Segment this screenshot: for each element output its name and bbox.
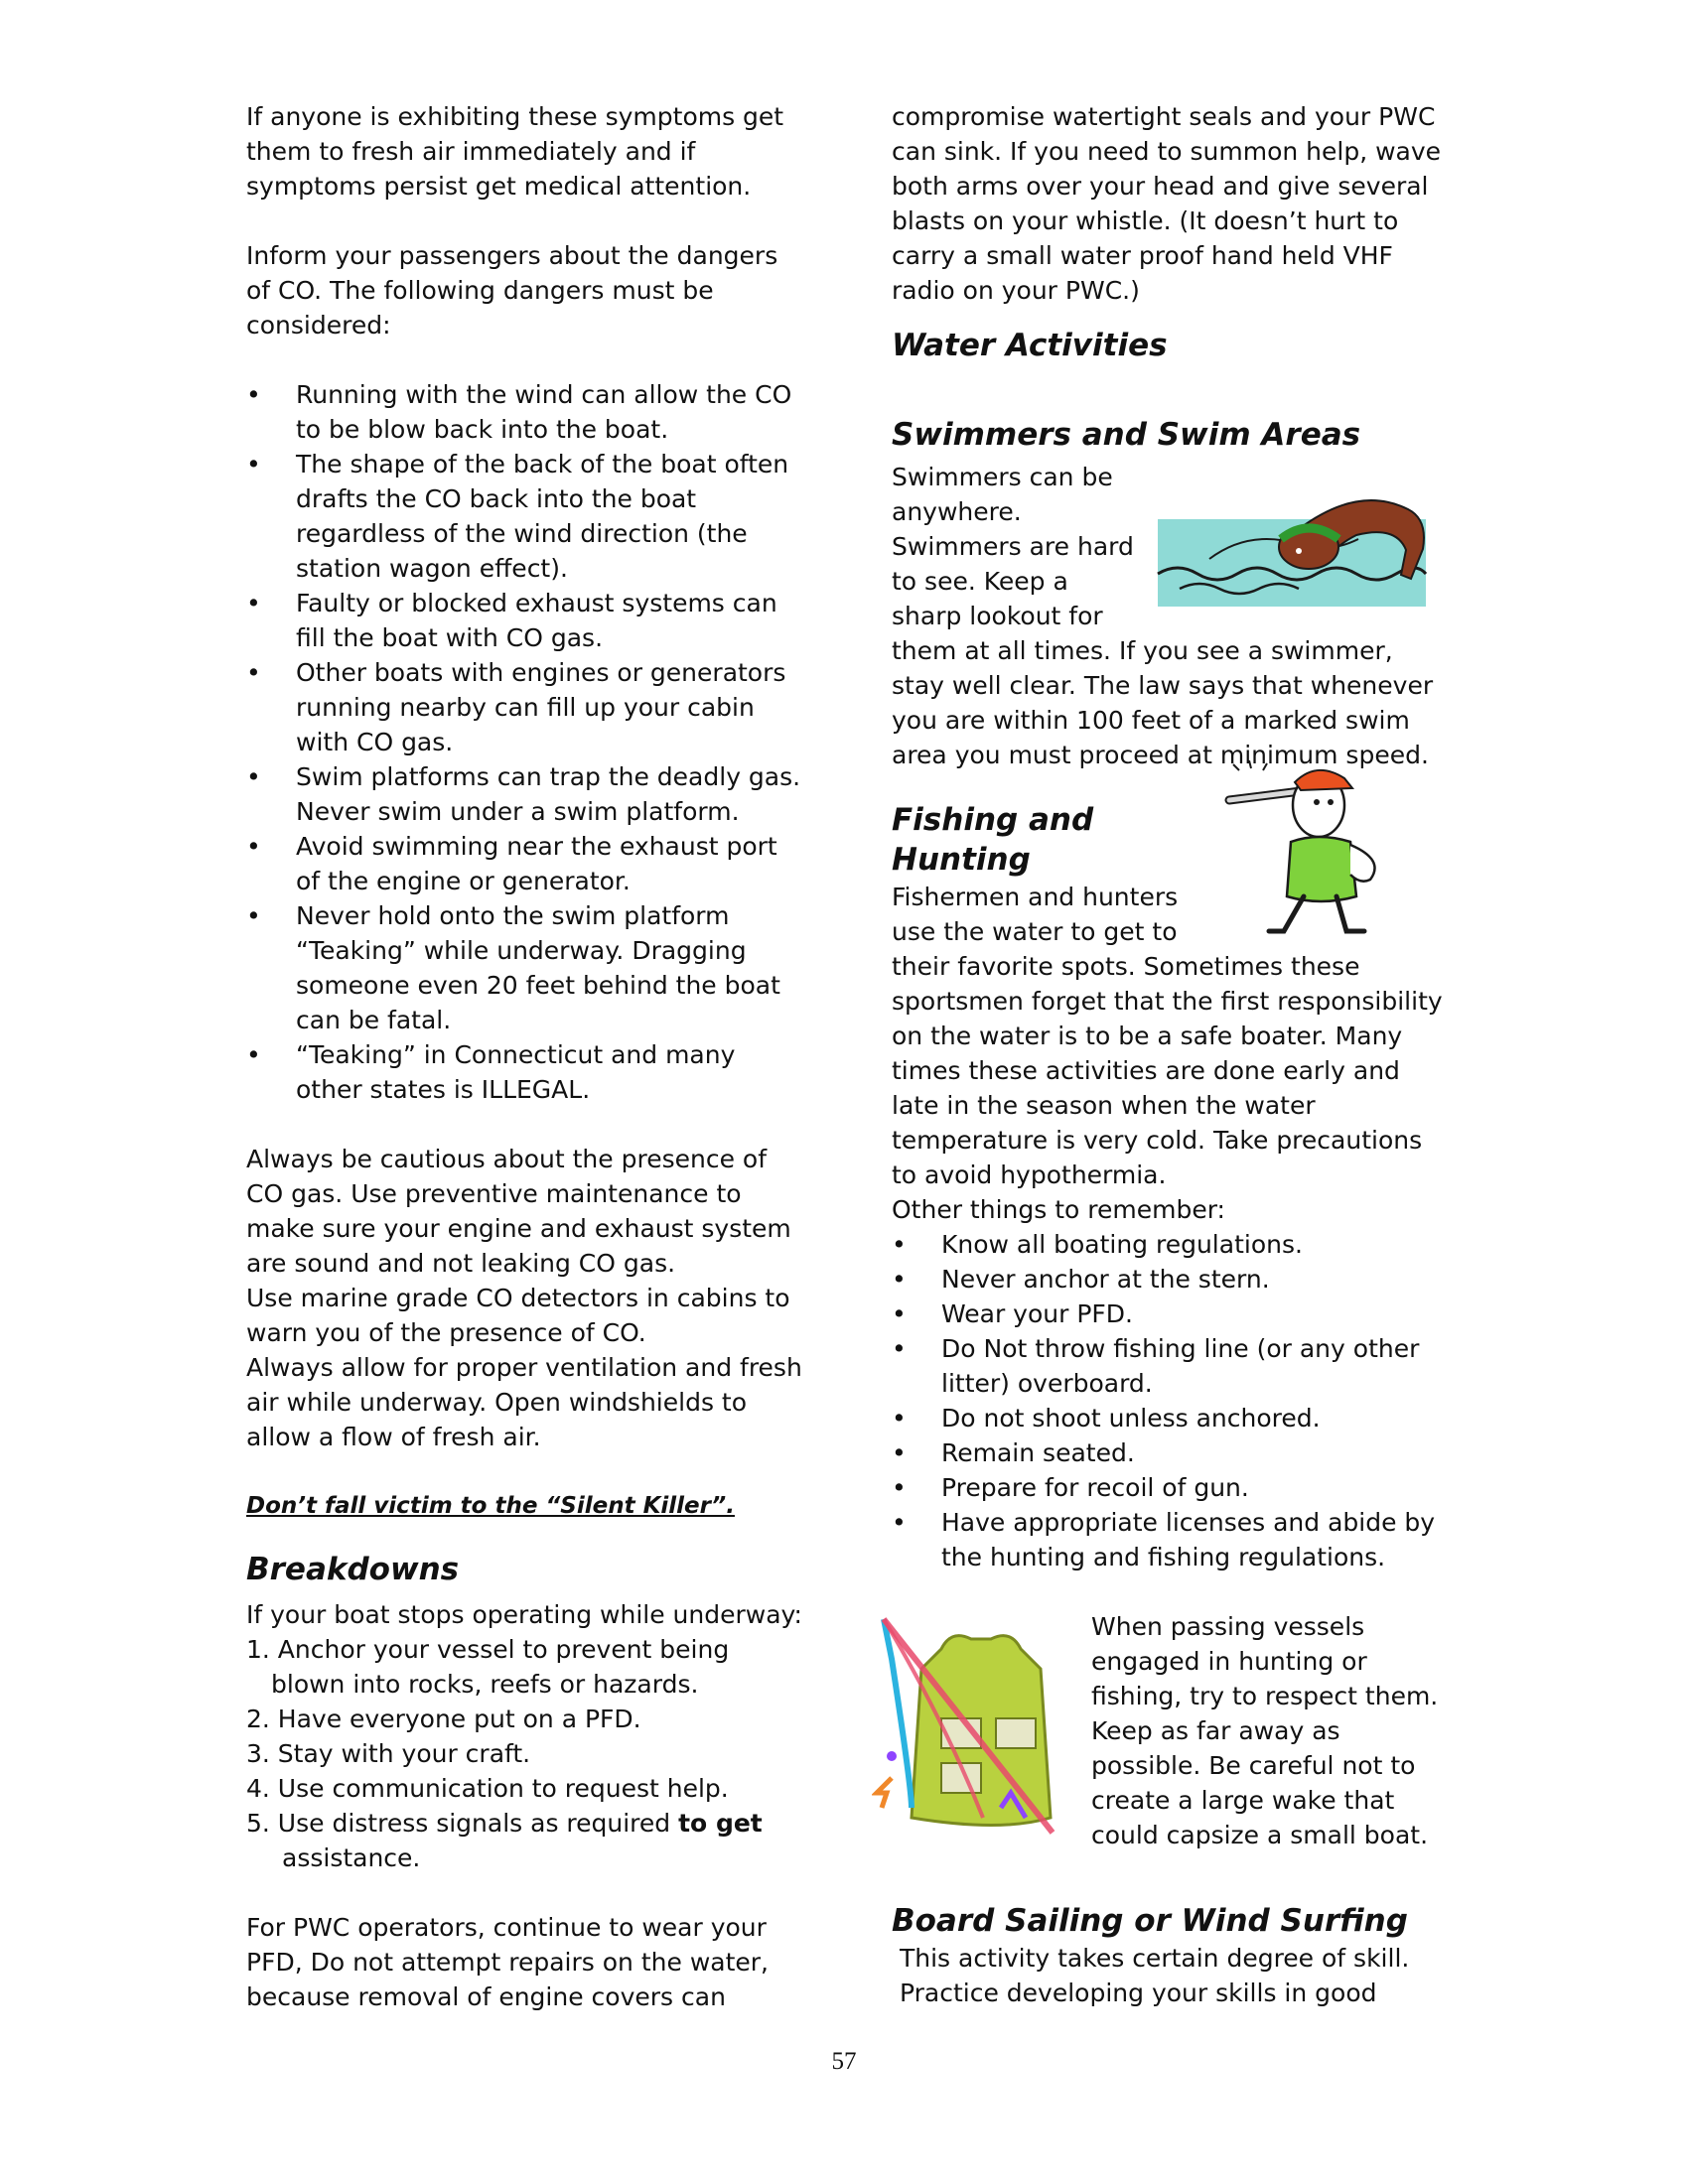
step-5-bold: to get bbox=[678, 1809, 763, 1838]
pwc-paragraph: For PWC operators, continue to wear your PFD, Do not attempt repairs on the water, because removal of engine covers can bbox=[246, 1913, 769, 2011]
list-item: • Have appropriate licenses and abide by the hunting and fishing regulations. bbox=[892, 1505, 1448, 1574]
list-item: • Wear your PFD. bbox=[892, 1297, 1448, 1331]
vest-fishing-rod-icon bbox=[872, 1609, 1080, 1847]
list-item: • Do Not throw fishing line (or any other litter) overboard. bbox=[892, 1331, 1448, 1401]
passing-paragraph: When passing vessels engaged in hunting or fishing, try to respect them. Keep as far away as possible. Be careful not to create a large wake that could capsize a small boat. bbox=[1091, 1612, 1439, 1849]
board-sailing-paragraph: This activity takes certain degree of skill. Practice developing your skills in good bbox=[900, 1944, 1410, 2007]
list-item: • Other boats with engines or generators running nearby can fill up your cabin with CO gas. bbox=[246, 655, 802, 759]
swimmers-section bbox=[892, 460, 1448, 772]
swimmers-heading: Swimmers and Swim Areas bbox=[892, 417, 1361, 453]
hunter-illustration bbox=[1209, 760, 1388, 949]
fishing-section bbox=[892, 800, 1448, 1192]
list-item: • Faulty or blocked exhaust systems can fill the boat with CO gas. bbox=[246, 586, 802, 655]
list-item: 3. Stay with your craft. bbox=[246, 1739, 531, 1768]
step-5: 5. Use distress signals as required to get bbox=[246, 1809, 763, 1838]
list-item: • Avoid swimming near the exhaust port of the engine or generator. bbox=[246, 829, 802, 898]
water-activities-heading: Water Activities bbox=[892, 328, 1168, 363]
right-column bbox=[892, 99, 1448, 2010]
passing-section bbox=[892, 1609, 1448, 1857]
list-item: • Swim platforms can trap the deadly gas. Never swim under a swim platform. bbox=[246, 759, 802, 829]
symptoms-paragraph: If anyone is exhibiting these symptoms get them to fresh air immediately and if symptoms persist get medical attention. bbox=[246, 102, 784, 201]
step-5-continuation: assistance. bbox=[282, 1843, 421, 1872]
list-item: • Know all boating regulations. bbox=[892, 1227, 1448, 1262]
fishing-heading: Fishing and Hunting bbox=[892, 802, 1094, 878]
page-number: 57 bbox=[831, 2048, 857, 2075]
remember-list bbox=[892, 1227, 1448, 1574]
list-item: • Running with the wind can allow the CO to be blow back into the boat. bbox=[246, 377, 802, 447]
vest-rod-illustration bbox=[872, 1609, 1085, 1857]
other-things-intro: Other things to remember: bbox=[892, 1195, 1225, 1224]
swimmer-illustration bbox=[1150, 489, 1448, 618]
hunter-icon bbox=[1209, 760, 1378, 944]
breakdown-steps-list bbox=[246, 1632, 802, 1806]
breakdowns-heading: Breakdowns bbox=[246, 1552, 460, 1587]
list-item: • Never anchor at the stern. bbox=[892, 1262, 1448, 1297]
breakdowns-intro: If your boat stops operating while underway: bbox=[246, 1600, 802, 1629]
pwc-continuation: compromise watertight seals and your PWC can sink. If you need to summon help, wave both arms over your head and give several blasts on your whistle. (It doesn’t hurt to carry a small water proof hand held VHF radio on your PWC.) bbox=[892, 102, 1442, 305]
list-item: • “Teaking” in Connecticut and many other states is ILLEGAL. bbox=[246, 1037, 802, 1107]
inform-paragraph: Inform your passengers about the dangers of CO. The following dangers must be considered: bbox=[246, 241, 778, 340]
list-item: • The shape of the back of the boat often drafts the CO back into the boat regardless of the wind direction (the station wagon effect). bbox=[246, 447, 802, 586]
silent-killer-warning: Don’t fall victim to the “Silent Killer”. bbox=[246, 1493, 735, 1519]
left-column bbox=[246, 99, 802, 2014]
list-item: 2. Have everyone put on a PFD. bbox=[246, 1705, 641, 1733]
list-item: 4. Use communication to request help. bbox=[246, 1774, 729, 1803]
list-item: • Do not shoot unless anchored. bbox=[892, 1401, 1448, 1435]
ventilation-paragraph: Always allow for proper ventilation and fresh air while underway. Open windshields to allow a flow of fresh air. bbox=[246, 1353, 802, 1451]
list-item: • Prepare for recoil of gun. bbox=[892, 1470, 1448, 1505]
co-dangers-list bbox=[246, 377, 802, 1107]
cautious-paragraph: Always be cautious about the presence of CO gas. Use preventive maintenance to make sure your engine and exhaust system are sound and not leaking CO gas. bbox=[246, 1145, 791, 1278]
swimmers-paragraph: Swimmers can be anywhere. Swimmers are hard to see. Keep a sharp lookout for them at all times. If you see a swimmer, stay well clear. The law says that whenever you are within 100 feet of a marked swim area you must proceed at minimum speed. bbox=[892, 463, 1434, 769]
detectors-paragraph: Use marine grade CO detectors in cabins to warn you of the presence of CO. bbox=[246, 1284, 790, 1347]
board-sailing-heading: Board Sailing or Wind Surfing bbox=[892, 1903, 1408, 1939]
list-item: 1. Anchor your vessel to prevent being blown into rocks, reefs or hazards. bbox=[246, 1635, 730, 1699]
swimmer-icon bbox=[1150, 489, 1438, 614]
list-item: • Remain seated. bbox=[892, 1435, 1448, 1470]
list-item: • Never hold onto the swim platform “Teaking” while underway. Dragging someone even 20 feet behind the boat can be fatal. bbox=[246, 898, 802, 1037]
fishing-paragraph: Fishermen and hunters use the water to get to their favorite spots. Sometimes these sportsmen forget that the first responsibility on the water is to be a safe boater. Many times these activities are done early and late in the season when the water temperature is very cold. Take precautions to avoid hypothermia. bbox=[892, 883, 1443, 1189]
